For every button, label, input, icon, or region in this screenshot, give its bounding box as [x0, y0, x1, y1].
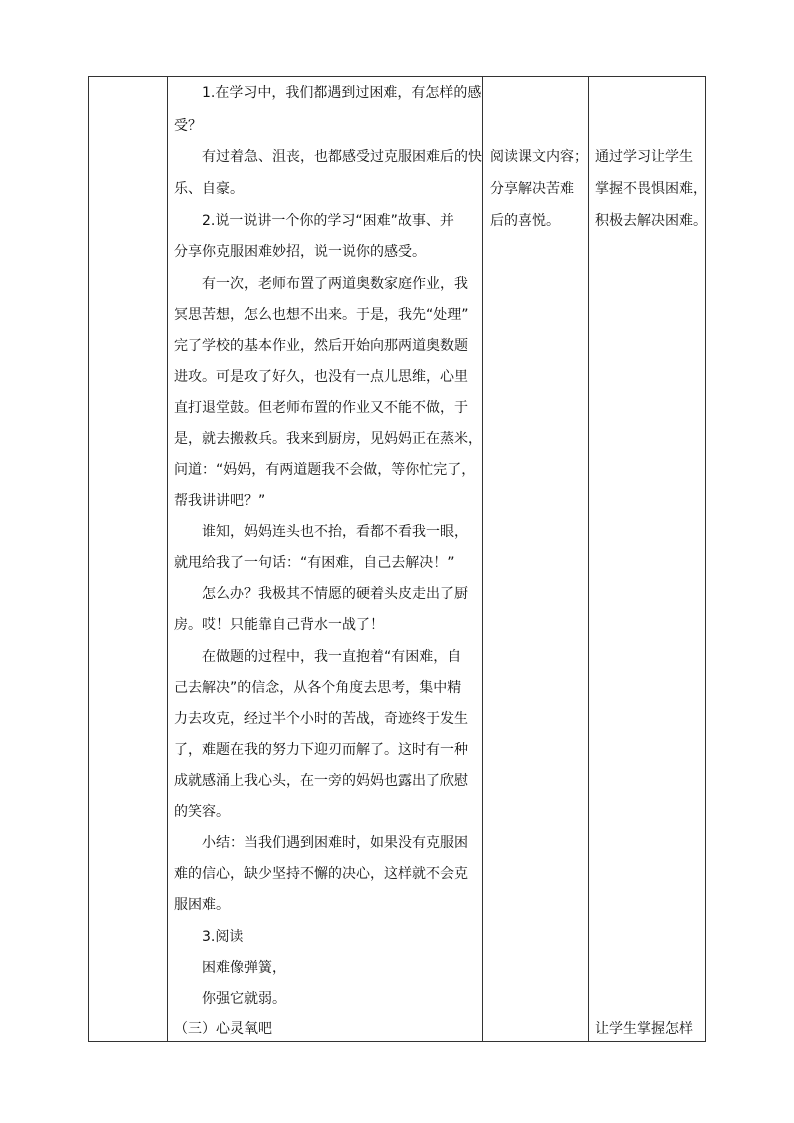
design-intent-column [589, 77, 706, 1041]
text-line: 成就感涌上我心头，在一旁的妈妈也露出了欣慰 [174, 773, 468, 789]
text-line: 积极去解决困难。 [595, 213, 707, 229]
text-line: 分享你克服困难妙招，说一说你的感受。 [174, 244, 426, 260]
stage-column [89, 77, 167, 1041]
text-line: 完了学校的基本作业，然后开始向那两道奥数题 [174, 338, 468, 354]
text-line: 房。哎！只能靠自己背水一战了！ [174, 617, 384, 633]
text-line: 服困难。 [174, 897, 230, 913]
text-line: 谁知，妈妈连头也不抬，看都不看我一眼， [202, 524, 468, 540]
text-line: 帮我讲讲吧？” [174, 493, 266, 509]
text-line: 难的信心，缺少坚持不懈的决心，这样就不会克 [174, 866, 468, 882]
lesson-table [88, 76, 706, 1042]
student-activity-column [483, 77, 588, 1041]
text-line: 冥思苦想，怎么也想不出来。于是，我先“处理” [174, 307, 469, 323]
section-heading: （三）心灵氧吧 [174, 1021, 272, 1037]
text-line: 分享解决苦难 [490, 181, 574, 197]
text-line: 进攻。可是攻了好久，也没有一点儿思维，心里 [174, 369, 468, 385]
text-line: 1.在学习中，我们都遇到过困难，有怎样的感 [202, 85, 482, 101]
text-line: 有一次，老师布置了两道奥数家庭作业，我 [202, 276, 468, 292]
text-line: 力去攻克，经过半个小时的苦战，奇迹终于发生 [174, 711, 468, 727]
text-line: 后的喜悦。 [490, 213, 560, 229]
text-line: 通过学习让学生 [595, 149, 693, 165]
text-line: 是，就去搬救兵。我来到厨房，见妈妈正在蒸米， [174, 431, 482, 447]
text-line: 2.说一说讲一个你的学习“困难”故事、并 [202, 213, 454, 229]
text-line: 阅读课文内容； [490, 149, 588, 165]
text-line: 乐、自豪。 [174, 181, 244, 197]
text-line: 困难像弹簧， [202, 960, 286, 976]
text-line: 在做题的过程中，我一直抱着“有困难，自 [202, 649, 462, 665]
text-line: 的笑容。 [174, 804, 230, 820]
text-line: 了，难题在我的努力下迎刃而解了。这时有一种 [174, 742, 468, 758]
text-line: 3.阅读 [202, 929, 244, 945]
text-line: 己去解决”的信念，从各个角度去思考，集中精 [174, 680, 462, 696]
text-line: 有过着急、沮丧，也都感受过克服困难后的快 [202, 149, 482, 165]
text-line: 直打退堂鼓。但老师布置的作业又不能不做，于 [174, 400, 468, 416]
text-line: 问道：“妈妈，有两道题我不会做，等你忙完了， [174, 462, 476, 478]
text-line: 就甩给我了一句话：“有困难，自己去解决！” [174, 555, 455, 571]
teaching-content-column [168, 77, 482, 1041]
text-line: 小结：当我们遇到困难时，如果没有克服困 [202, 835, 468, 851]
text-line: 你强它就弱。 [202, 991, 286, 1007]
text-line: 怎么办？我极其不情愿的硬着头皮走出了厨 [202, 586, 468, 602]
text-line: 受？ [174, 118, 202, 134]
text-line: 掌握不畏惧困难， [595, 181, 707, 197]
text-line: 让学生掌握怎样 [595, 1021, 693, 1037]
